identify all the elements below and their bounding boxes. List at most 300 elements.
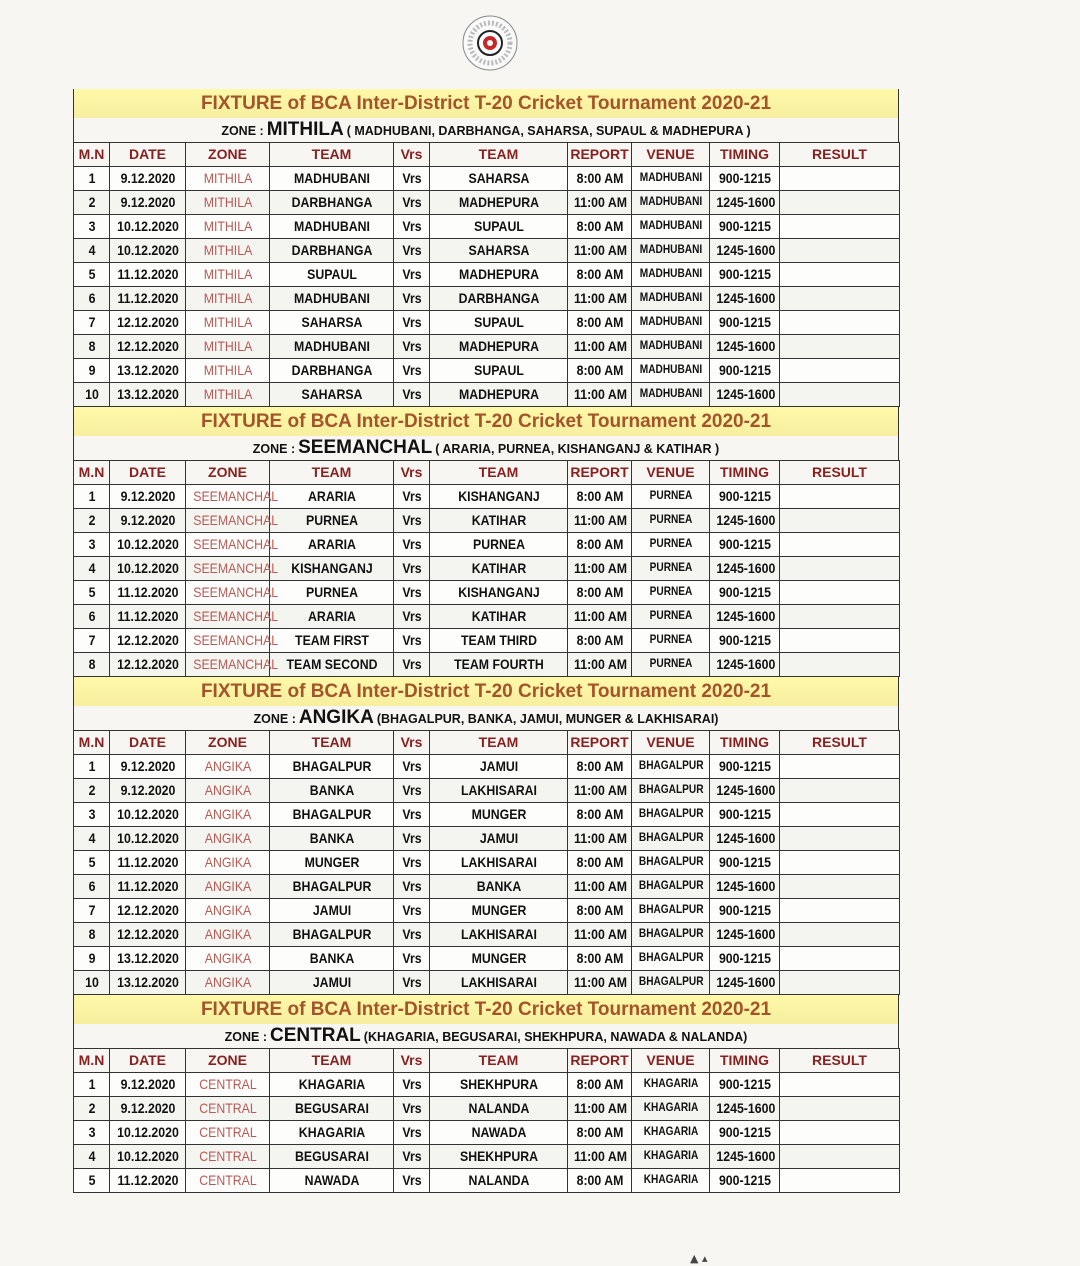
table-row xyxy=(74,605,900,629)
table-row xyxy=(74,533,900,557)
zone-heading xyxy=(73,1024,899,1048)
table-cell xyxy=(780,827,900,851)
table-cell: MADHUBANI xyxy=(277,335,386,359)
table-cell: 11:00 AM xyxy=(571,383,627,407)
table-cell: Vrs xyxy=(396,1145,428,1169)
table-cell: Vrs xyxy=(396,899,428,923)
table-cell: KISHANGANJ xyxy=(277,557,386,581)
fixture-table xyxy=(73,460,900,677)
table-cell: 9.12.2020 xyxy=(114,755,181,779)
table-cell: 900-1215 xyxy=(714,629,776,653)
column-header: TIMING xyxy=(710,143,780,167)
table-cell: SEEMANCHAL xyxy=(191,533,265,557)
table-cell: 1 xyxy=(76,167,108,191)
table-cell: 1245-1600 xyxy=(714,335,776,359)
table-header-row xyxy=(74,1049,900,1073)
table-cell: 9.12.2020 xyxy=(114,779,181,803)
table-cell: 1245-1600 xyxy=(714,557,776,581)
table-cell: MADHEPURA xyxy=(438,335,559,359)
table-cell xyxy=(780,605,900,629)
table-cell xyxy=(780,653,900,677)
table-cell xyxy=(780,581,900,605)
table-cell: ANGIKA xyxy=(191,971,265,995)
table-row xyxy=(74,971,900,995)
table-cell xyxy=(780,875,900,899)
table-cell: BEGUSARAI xyxy=(277,1145,386,1169)
column-header: Vrs xyxy=(394,461,430,485)
table-cell xyxy=(780,215,900,239)
column-header: TEAM xyxy=(430,461,568,485)
fixture-banner: FIXTURE of BCA Inter-District T-20 Cricket Tournament 2020-21 xyxy=(73,677,899,706)
column-header: RESULT xyxy=(780,1049,900,1073)
table-cell: 11:00 AM xyxy=(571,653,627,677)
table-cell: Vrs xyxy=(396,287,428,311)
table-cell: 10.12.2020 xyxy=(114,239,181,263)
table-cell: CENTRAL xyxy=(191,1073,265,1097)
table-cell: 3 xyxy=(76,803,108,827)
table-cell: KHAGARIA xyxy=(636,1097,705,1121)
table-cell: ARARIA xyxy=(277,485,386,509)
table-cell: SEEMANCHAL xyxy=(191,629,265,653)
table-cell: ANGIKA xyxy=(191,779,265,803)
table-cell: SUPAUL xyxy=(438,359,559,383)
zone-prefix: ZONE : xyxy=(253,712,296,726)
table-cell: MUNGER xyxy=(438,947,559,971)
table-cell: 13.12.2020 xyxy=(114,971,181,995)
table-cell: 900-1215 xyxy=(714,803,776,827)
table-cell: 900-1215 xyxy=(714,263,776,287)
table-cell: MITHILA xyxy=(191,311,265,335)
table-cell: Vrs xyxy=(396,851,428,875)
table-row xyxy=(74,827,900,851)
table-cell: 3 xyxy=(76,215,108,239)
table-cell: 9.12.2020 xyxy=(114,485,181,509)
table-cell: 10.12.2020 xyxy=(114,1145,181,1169)
table-cell: 13.12.2020 xyxy=(114,383,181,407)
table-cell: DARBHANGA xyxy=(277,359,386,383)
table-cell: KHAGARIA xyxy=(636,1145,705,1169)
table-cell: BHAGALPUR xyxy=(636,947,705,971)
table-cell: 11:00 AM xyxy=(571,875,627,899)
table-cell: 1245-1600 xyxy=(714,191,776,215)
table-cell: 6 xyxy=(76,875,108,899)
table-cell: BHAGALPUR xyxy=(636,851,705,875)
table-cell: Vrs xyxy=(396,167,428,191)
table-cell: 6 xyxy=(76,287,108,311)
column-header: M.N xyxy=(74,143,110,167)
table-cell: Vrs xyxy=(396,947,428,971)
zone-districts: ( MADHUBANI, DARBHANGA, SAHARSA, SUPAUL & MADHEPURA ) xyxy=(346,124,751,138)
table-cell: 1 xyxy=(76,755,108,779)
table-cell: MADHUBANI xyxy=(636,335,705,359)
table-row xyxy=(74,359,900,383)
column-header: DATE xyxy=(110,143,186,167)
table-cell: MUNGER xyxy=(438,803,559,827)
table-row xyxy=(74,287,900,311)
table-cell: 8:00 AM xyxy=(571,1169,627,1193)
table-cell: KISHANGANJ xyxy=(438,485,559,509)
table-cell: JAMUI xyxy=(277,971,386,995)
table-cell: MADHEPURA xyxy=(438,263,559,287)
table-cell: 10.12.2020 xyxy=(114,1121,181,1145)
table-cell: 7 xyxy=(76,899,108,923)
table-cell: BHAGALPUR xyxy=(636,779,705,803)
table-cell: ANGIKA xyxy=(191,899,265,923)
table-row xyxy=(74,899,900,923)
table-cell: 900-1215 xyxy=(714,899,776,923)
table-row xyxy=(74,215,900,239)
table-cell: 1245-1600 xyxy=(714,875,776,899)
page-mark-icon: ▲ ▴ xyxy=(690,1252,708,1265)
fixture-table xyxy=(73,1048,900,1193)
table-cell: 1245-1600 xyxy=(714,971,776,995)
table-cell: 9.12.2020 xyxy=(114,1073,181,1097)
column-header: REPORT xyxy=(568,1049,632,1073)
table-cell: 11:00 AM xyxy=(571,923,627,947)
table-cell: 2 xyxy=(76,1097,108,1121)
table-cell: 1245-1600 xyxy=(714,1145,776,1169)
table-cell: MITHILA xyxy=(191,383,265,407)
table-cell: BHAGALPUR xyxy=(636,875,705,899)
zone-name: CENTRAL xyxy=(270,1025,361,1046)
column-header: TEAM xyxy=(430,1049,568,1073)
table-cell: Vrs xyxy=(396,653,428,677)
table-cell: 7 xyxy=(76,629,108,653)
column-header: RESULT xyxy=(780,143,900,167)
fixture-banner: FIXTURE of BCA Inter-District T-20 Cricket Tournament 2020-21 xyxy=(73,407,899,436)
table-cell: 900-1215 xyxy=(714,851,776,875)
table-cell: Vrs xyxy=(396,215,428,239)
table-cell: ANGIKA xyxy=(191,923,265,947)
table-cell: JAMUI xyxy=(438,827,559,851)
table-cell: 1245-1600 xyxy=(714,239,776,263)
fixture-table xyxy=(73,142,900,407)
table-cell: BHAGALPUR xyxy=(636,827,705,851)
table-row xyxy=(74,923,900,947)
table-cell: 1245-1600 xyxy=(714,779,776,803)
table-cell: 4 xyxy=(76,827,108,851)
column-header: M.N xyxy=(74,1049,110,1073)
table-cell: 8:00 AM xyxy=(571,803,627,827)
table-cell: KHAGARIA xyxy=(277,1121,386,1145)
table-cell: 8:00 AM xyxy=(571,311,627,335)
table-cell: SUPAUL xyxy=(438,311,559,335)
table-cell: PURNEA xyxy=(636,581,705,605)
table-cell xyxy=(780,383,900,407)
table-cell: Vrs xyxy=(396,359,428,383)
table-cell: 900-1215 xyxy=(714,947,776,971)
table-cell: Vrs xyxy=(396,191,428,215)
table-cell: 10.12.2020 xyxy=(114,803,181,827)
table-cell: 8:00 AM xyxy=(571,947,627,971)
table-cell: 4 xyxy=(76,1145,108,1169)
table-cell: Vrs xyxy=(396,875,428,899)
table-cell: 8:00 AM xyxy=(571,215,627,239)
table-cell: 900-1215 xyxy=(714,167,776,191)
table-cell: MADHUBANI xyxy=(277,215,386,239)
table-cell: 11.12.2020 xyxy=(114,875,181,899)
table-cell: 8:00 AM xyxy=(571,581,627,605)
table-row xyxy=(74,1121,900,1145)
table-cell xyxy=(780,485,900,509)
table-cell: 900-1215 xyxy=(714,311,776,335)
table-cell: Vrs xyxy=(396,1121,428,1145)
table-cell: SUPAUL xyxy=(438,215,559,239)
table-cell: 8:00 AM xyxy=(571,167,627,191)
table-cell: 900-1215 xyxy=(714,1121,776,1145)
table-cell: 10.12.2020 xyxy=(114,215,181,239)
zone-prefix: ZONE : xyxy=(252,442,296,456)
table-cell xyxy=(780,239,900,263)
column-header: TIMING xyxy=(710,461,780,485)
zone-districts: ( ARARIA, PURNEA, KISHANGANJ & KATIHAR ) xyxy=(435,442,720,456)
column-header: DATE xyxy=(110,461,186,485)
table-cell: 900-1215 xyxy=(714,581,776,605)
table-cell: 11:00 AM xyxy=(571,335,627,359)
table-cell: 4 xyxy=(76,239,108,263)
column-header: RESULT xyxy=(780,731,900,755)
table-cell xyxy=(780,851,900,875)
table-cell: 1245-1600 xyxy=(714,1097,776,1121)
table-cell: MITHILA xyxy=(191,191,265,215)
table-cell: MADHUBANI xyxy=(636,263,705,287)
table-cell: 900-1215 xyxy=(714,1169,776,1193)
table-cell: BANKA xyxy=(277,779,386,803)
table-cell: 1245-1600 xyxy=(714,827,776,851)
fixture-table xyxy=(73,730,900,995)
table-cell: CENTRAL xyxy=(191,1097,265,1121)
column-header: TIMING xyxy=(710,731,780,755)
table-cell: TEAM FOURTH xyxy=(438,653,559,677)
table-cell: Vrs xyxy=(396,335,428,359)
table-cell: MADHUBANI xyxy=(636,311,705,335)
table-cell: JAMUI xyxy=(277,899,386,923)
table-cell: PURNEA xyxy=(636,557,705,581)
table-cell: NAWADA xyxy=(438,1121,559,1145)
table-cell: CENTRAL xyxy=(191,1145,265,1169)
table-row xyxy=(74,1169,900,1193)
table-cell: 11:00 AM xyxy=(571,779,627,803)
table-cell: 1245-1600 xyxy=(714,287,776,311)
table-cell: BEGUSARAI xyxy=(277,1097,386,1121)
table-cell: 10.12.2020 xyxy=(114,827,181,851)
table-cell: MADHEPURA xyxy=(438,383,559,407)
table-cell: 1245-1600 xyxy=(714,383,776,407)
zone-prefix: ZONE : xyxy=(224,1030,267,1044)
table-cell: SAHARSA xyxy=(277,383,386,407)
zone-name: SEEMANCHAL xyxy=(298,437,433,458)
table-cell xyxy=(780,287,900,311)
table-cell: 8:00 AM xyxy=(571,359,627,383)
table-cell: MADHUBANI xyxy=(277,287,386,311)
table-cell: Vrs xyxy=(396,581,428,605)
table-cell: BHAGALPUR xyxy=(636,923,705,947)
table-cell: PURNEA xyxy=(636,509,705,533)
table-cell: 900-1215 xyxy=(714,755,776,779)
table-cell: ARARIA xyxy=(277,605,386,629)
table-cell: ARARIA xyxy=(277,533,386,557)
table-cell: 900-1215 xyxy=(714,215,776,239)
table-row xyxy=(74,311,900,335)
table-cell: 11.12.2020 xyxy=(114,263,181,287)
column-header: ZONE xyxy=(186,731,270,755)
zone-districts: (KHAGARIA, BEGUSARAI, SHEKHPURA, NAWADA & NALANDA) xyxy=(363,1030,748,1044)
table-cell: 8:00 AM xyxy=(571,1073,627,1097)
zone-name: ANGIKA xyxy=(298,707,374,728)
table-cell: 12.12.2020 xyxy=(114,335,181,359)
column-header: REPORT xyxy=(568,461,632,485)
column-header: DATE xyxy=(110,1049,186,1073)
table-cell: 11:00 AM xyxy=(571,605,627,629)
table-cell: 10.12.2020 xyxy=(114,533,181,557)
table-cell: 12.12.2020 xyxy=(114,311,181,335)
table-cell: BHAGALPUR xyxy=(636,755,705,779)
table-cell: Vrs xyxy=(396,485,428,509)
column-header: VENUE xyxy=(632,1049,710,1073)
table-cell: 5 xyxy=(76,1169,108,1193)
table-row xyxy=(74,383,900,407)
table-row xyxy=(74,1145,900,1169)
table-cell: 3 xyxy=(76,533,108,557)
table-cell: 6 xyxy=(76,605,108,629)
table-cell xyxy=(780,167,900,191)
column-header: RESULT xyxy=(780,461,900,485)
table-cell: BHAGALPUR xyxy=(277,803,386,827)
table-cell: NALANDA xyxy=(438,1097,559,1121)
table-cell: MITHILA xyxy=(191,263,265,287)
table-cell: 2 xyxy=(76,779,108,803)
table-cell: TEAM THIRD xyxy=(438,629,559,653)
table-row xyxy=(74,335,900,359)
table-cell: 5 xyxy=(76,851,108,875)
table-cell: Vrs xyxy=(396,755,428,779)
table-cell: 8 xyxy=(76,335,108,359)
column-header: TIMING xyxy=(710,1049,780,1073)
table-cell: 11:00 AM xyxy=(571,557,627,581)
table-cell: SAHARSA xyxy=(277,311,386,335)
zone-heading xyxy=(73,436,899,460)
fixture-banner: FIXTURE of BCA Inter-District T-20 Cricket Tournament 2020-21 xyxy=(73,995,899,1024)
table-cell: 10.12.2020 xyxy=(114,557,181,581)
table-cell: Vrs xyxy=(396,803,428,827)
table-cell: TEAM SECOND xyxy=(277,653,386,677)
table-cell: 8 xyxy=(76,653,108,677)
table-cell xyxy=(780,755,900,779)
table-cell: Vrs xyxy=(396,239,428,263)
column-header: DATE xyxy=(110,731,186,755)
table-cell: Vrs xyxy=(396,923,428,947)
table-cell xyxy=(780,1145,900,1169)
column-header: TEAM xyxy=(270,1049,394,1073)
table-row xyxy=(74,557,900,581)
table-cell xyxy=(780,557,900,581)
table-cell: 13.12.2020 xyxy=(114,359,181,383)
table-cell: 12.12.2020 xyxy=(114,899,181,923)
column-header: Vrs xyxy=(394,1049,430,1073)
table-cell: SAHARSA xyxy=(438,167,559,191)
table-cell xyxy=(780,509,900,533)
table-cell: 4 xyxy=(76,557,108,581)
table-cell: 11.12.2020 xyxy=(114,605,181,629)
table-row xyxy=(74,1097,900,1121)
table-row xyxy=(74,755,900,779)
table-cell: Vrs xyxy=(396,1073,428,1097)
table-cell: LAKHISARAI xyxy=(438,779,559,803)
column-header: REPORT xyxy=(568,731,632,755)
table-cell: 1245-1600 xyxy=(714,509,776,533)
table-cell: SEEMANCHAL xyxy=(191,485,265,509)
table-cell: 13.12.2020 xyxy=(114,947,181,971)
column-header: Vrs xyxy=(394,731,430,755)
table-cell: MITHILA xyxy=(191,239,265,263)
table-cell xyxy=(780,803,900,827)
bca-logo-icon xyxy=(461,14,519,72)
table-cell: CENTRAL xyxy=(191,1169,265,1193)
table-cell: 8:00 AM xyxy=(571,899,627,923)
table-cell: 10 xyxy=(76,971,108,995)
table-cell: 900-1215 xyxy=(714,533,776,557)
table-cell xyxy=(780,629,900,653)
table-cell: BHAGALPUR xyxy=(636,971,705,995)
table-cell: MITHILA xyxy=(191,359,265,383)
table-cell: Vrs xyxy=(396,533,428,557)
table-cell: BHAGALPUR xyxy=(277,923,386,947)
table-cell: 10 xyxy=(76,383,108,407)
table-cell: 8:00 AM xyxy=(571,851,627,875)
table-cell: 8 xyxy=(76,923,108,947)
table-cell: 7 xyxy=(76,311,108,335)
table-cell: BANKA xyxy=(277,947,386,971)
table-row xyxy=(74,239,900,263)
table-header-row xyxy=(74,731,900,755)
table-cell: 11.12.2020 xyxy=(114,1169,181,1193)
table-cell xyxy=(780,1169,900,1193)
column-header: TEAM xyxy=(270,461,394,485)
table-cell xyxy=(780,263,900,287)
table-cell xyxy=(780,779,900,803)
zone-prefix: ZONE : xyxy=(221,124,264,138)
zone-heading xyxy=(73,118,899,142)
table-cell: Vrs xyxy=(396,263,428,287)
column-header: TEAM xyxy=(270,143,394,167)
table-cell: KHAGARIA xyxy=(636,1073,705,1097)
table-cell: SEEMANCHAL xyxy=(191,605,265,629)
table-cell: MITHILA xyxy=(191,215,265,239)
table-cell: BHAGALPUR xyxy=(277,875,386,899)
table-cell: 11.12.2020 xyxy=(114,851,181,875)
table-cell: 9.12.2020 xyxy=(114,167,181,191)
table-cell: Vrs xyxy=(396,779,428,803)
table-cell: TEAM FIRST xyxy=(277,629,386,653)
table-cell: 9 xyxy=(76,359,108,383)
table-cell: SAHARSA xyxy=(438,239,559,263)
table-cell: BHAGALPUR xyxy=(636,899,705,923)
table-cell: 900-1215 xyxy=(714,359,776,383)
table-cell xyxy=(780,947,900,971)
table-cell: KHAGARIA xyxy=(277,1073,386,1097)
table-cell: MADHUBANI xyxy=(277,167,386,191)
table-cell: 9.12.2020 xyxy=(114,1097,181,1121)
table-header-row xyxy=(74,461,900,485)
table-cell: Vrs xyxy=(396,629,428,653)
table-cell: SHEKHPURA xyxy=(438,1145,559,1169)
table-cell: NALANDA xyxy=(438,1169,559,1193)
table-cell: MADHUBANI xyxy=(636,167,705,191)
table-row xyxy=(74,851,900,875)
table-cell: BHAGALPUR xyxy=(277,755,386,779)
column-header: VENUE xyxy=(632,731,710,755)
table-cell: BHAGALPUR xyxy=(636,803,705,827)
